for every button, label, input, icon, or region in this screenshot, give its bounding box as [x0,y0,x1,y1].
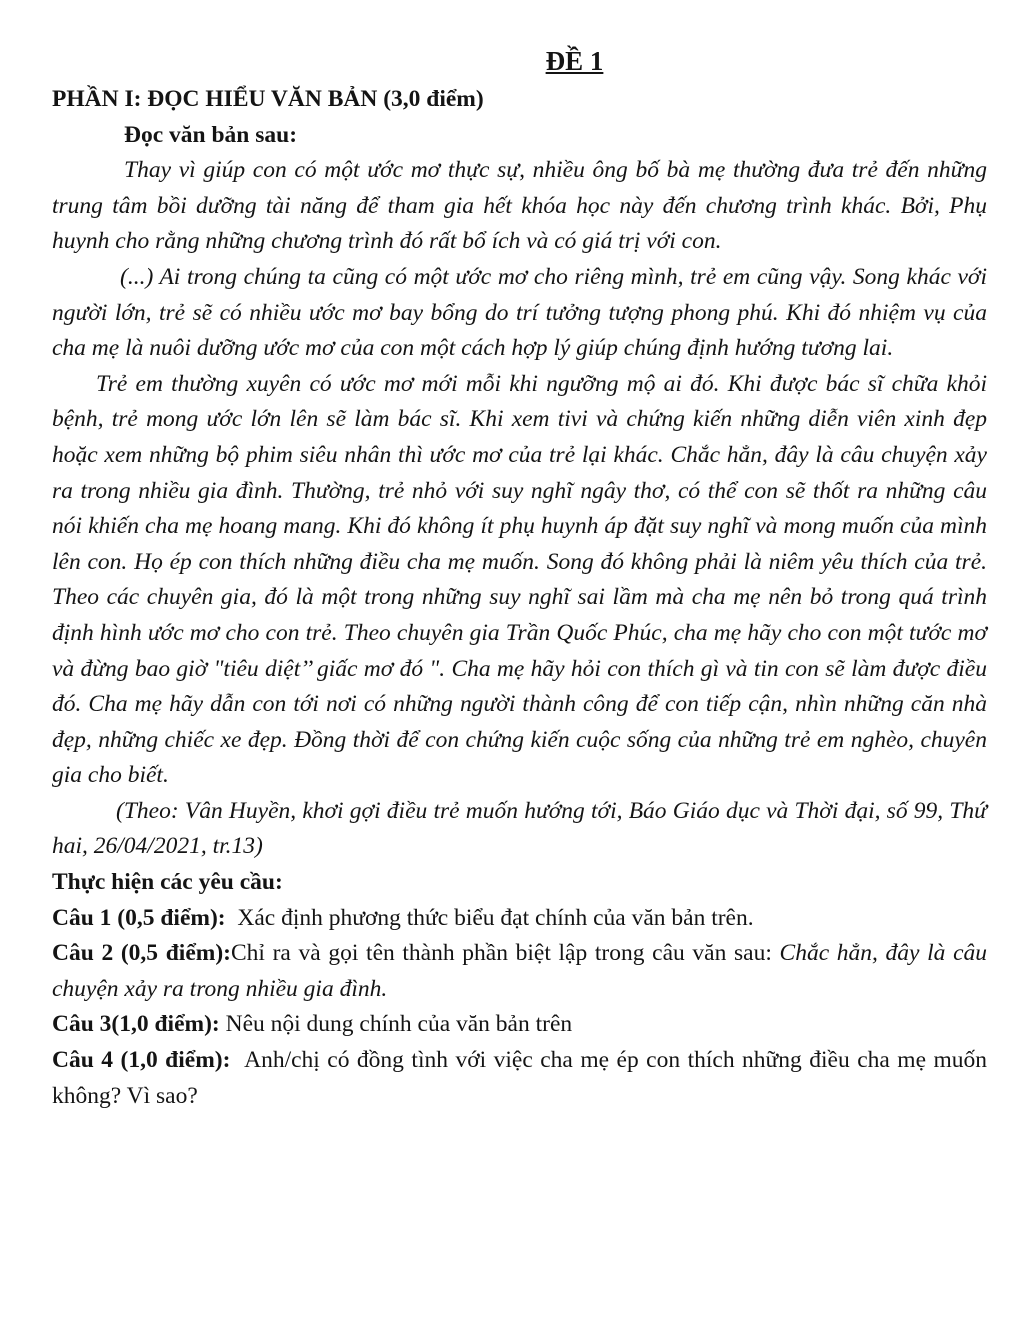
question-2 [52,936,987,1007]
question-1 [52,901,987,937]
question-4 [52,1043,993,1114]
reading-instruction: Đọc văn bản sau: [124,121,298,148]
question-text: Xác định phương thức biểu đạt chính của văn bản trên. [225,904,754,931]
question-label: Câu 3(1,0 điểm): [52,1011,220,1038]
question-label: Câu 1 (0,5 điểm): [52,904,226,931]
question-text: Nêu nội dung chính của văn bản trên [219,1011,573,1038]
tasks-heading: Thực hiện các yêu cầu: [52,869,283,896]
exam-page [52,40,993,1114]
question-label: Câu 2 (0,5 điểm): [52,940,231,967]
passage-paragraph: (...) Ai trong chúng ta cũng có một ước mơ cho riêng mình, trẻ em cũng vậy. Song khác với người lớn, trẻ sẽ có nhiều ước mơ bay bổng do trí tưởng tượng phong phú. Khi đó nhiệm vụ của cha mẹ là nuôi dưỡng ước mơ của con một cách hợp lý giúp chúng định hướng tương lai. [52,263,987,362]
question-text: Chỉ ra và gọi tên thành phần biệt lập trong câu văn sau: [230,940,780,967]
question-label: Câu 4 (1,0 điểm): [52,1047,231,1074]
question-3 [52,1007,987,1043]
question-text: Anh/chị có đồng tình với việc cha mẹ ép con thích những điều cha mẹ muốn không? Vì sao? [52,1047,993,1109]
exam-title: ĐỀ 1 [545,46,604,76]
passage-paragraph: Trẻ em thường xuyên có ước mơ mới mỗi khi ngưỡng mộ ai đó. Khi được bác sĩ chữa khỏi bệnh, trẻ mong ước lớn lên sẽ làm bác sĩ. Khi xem tivi và chứng kiến những diễn viên xinh đẹp hoặc xem những bộ phim siêu nhân thì ước mơ của trẻ lại khác. Chắc hẳn, đây là câu chuyện xảy ra trong nhiều gia đình. Thường, trẻ nhỏ với suy nghĩ ngây thơ, có thể con sẽ thốt ra những câu nói khiến cha mẹ hoang mang. Khi đó không ít phụ huynh áp đặt suy nghĩ và mong muốn của mình lên con. Họ ép con thích những điều cha mẹ muốn. Song đó không phải là niêm yêu thích của trẻ. Theo các chuyên gia, đó là một trong những suy nghĩ sai lầm mà cha mẹ nên bỏ trong quá trình định hình ước mơ cho con trẻ. Theo chuyên gia Trần Quốc Phúc, cha mẹ hãy cho con một tước mơ và đừng bao giờ "tiêu diệt’’ giấc mơ đó ". Cha mẹ hãy hỏi con thích gì và tin con sẽ làm được điều đó. Cha mẹ hãy dẫn con tới nơi có những người thành công để con tiếp cận, nhìn những căn nhà đẹp, những chiếc xe đẹp. Đồng thời để con chứng kiến cuộc sống của những trẻ em nghèo, chuyên gia cho biết. [52,370,987,789]
passage-source: (Theo: Vân Huyền, khơi gợi điều trẻ muốn hướng tới, Báo Giáo dục và Thời đại, số 99, Thứ hai, 26/04/2021, tr.13) [52,797,987,860]
part-heading: PHẦN I: ĐỌC HIỂU VĂN BẢN (3,0 điểm) [52,86,484,112]
passage-paragraph: Thay vì giúp con có một ước mơ thực sự, nhiều ông bố bà mẹ thường đưa trẻ đến những trung tâm bồi dưỡng tài năng để tham gia hết khóa học này đến chương trình khác. Bởi, Phụ huynh cho rằng những chương trình đó rất bổ ích và có giá trị với con. [52,157,987,255]
question-quoted-sentence: Chắc hẳn, đây là câu chuyện xảy ra trong nhiều gia đình. [52,940,988,1002]
